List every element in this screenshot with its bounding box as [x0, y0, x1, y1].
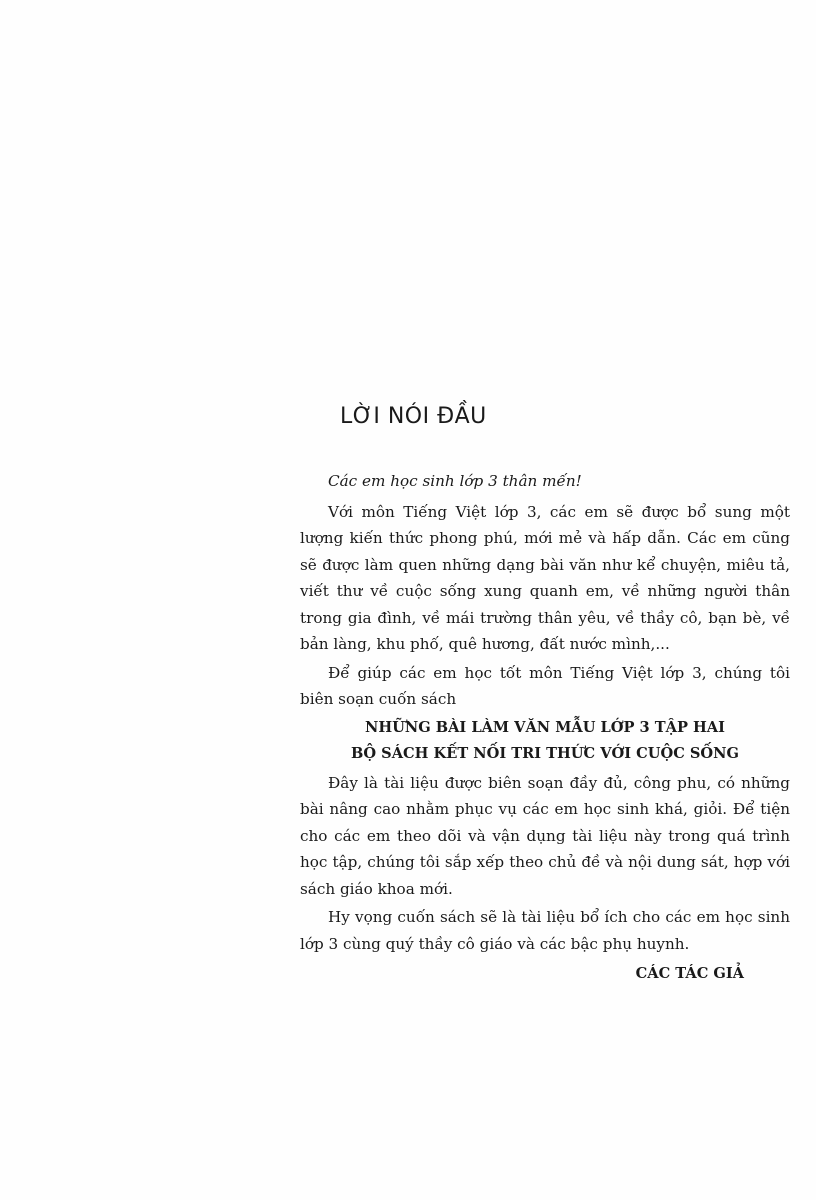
greeting: Các em học sinh lớp 3 thân mến!: [328, 472, 582, 490]
preface-body: [300, 468, 790, 988]
book-title-line-1: NHỮNG BÀI LÀM VĂN MẪU LỚP 3 TẬP HAI: [365, 718, 725, 736]
author-signature: CÁC TÁC GIẢ: [635, 965, 744, 982]
paragraph-intro: Với môn Tiếng Việt lớp 3, các em sẽ được bổ sung một lượng kiến thức phong phú, mới mẻ và hấp dẫn. Các em cũng sẽ được làm quen những dạng bài văn như kể chuyện, miêu tả, viết thư về cuộc sống xung quanh em, về những người thân trong gia đình, về mái trường thân yêu, về thầy cô, bạn bè, về bản làng, khu phố, quê hương, đất nước mình,...: [300, 502, 790, 653]
book-title-block: [300, 715, 790, 768]
preface-heading: LỜI NÓI ĐẦU: [340, 404, 487, 429]
paragraph-hope: Hy vọng cuốn sách sẽ là tài liệu bổ ích cho các em học sinh lớp 3 cùng quý thầy cô giáo và các bậc phụ huynh.: [300, 908, 790, 953]
paragraph-description: Đây là tài liệu được biên soạn đầy đủ, công phu, có những bài nâng cao nhằm phục vụ các em học sinh khá, giỏi. Để tiện cho các em theo dõi và vận dụng tài liệu này trong quá trình học tập, chúng tôi sắp xếp theo chủ đề và nội dung sát, hợp với sách giáo khoa mới.: [300, 773, 790, 898]
paragraph-purpose: Để giúp các em học tốt môn Tiếng Việt lớp 3, chúng tôi biên soạn cuốn sách: [300, 663, 790, 708]
book-title-line-2: BỘ SÁCH KẾT NỐI TRI THỨC VỚI CUỘC SỐNG: [351, 745, 739, 762]
